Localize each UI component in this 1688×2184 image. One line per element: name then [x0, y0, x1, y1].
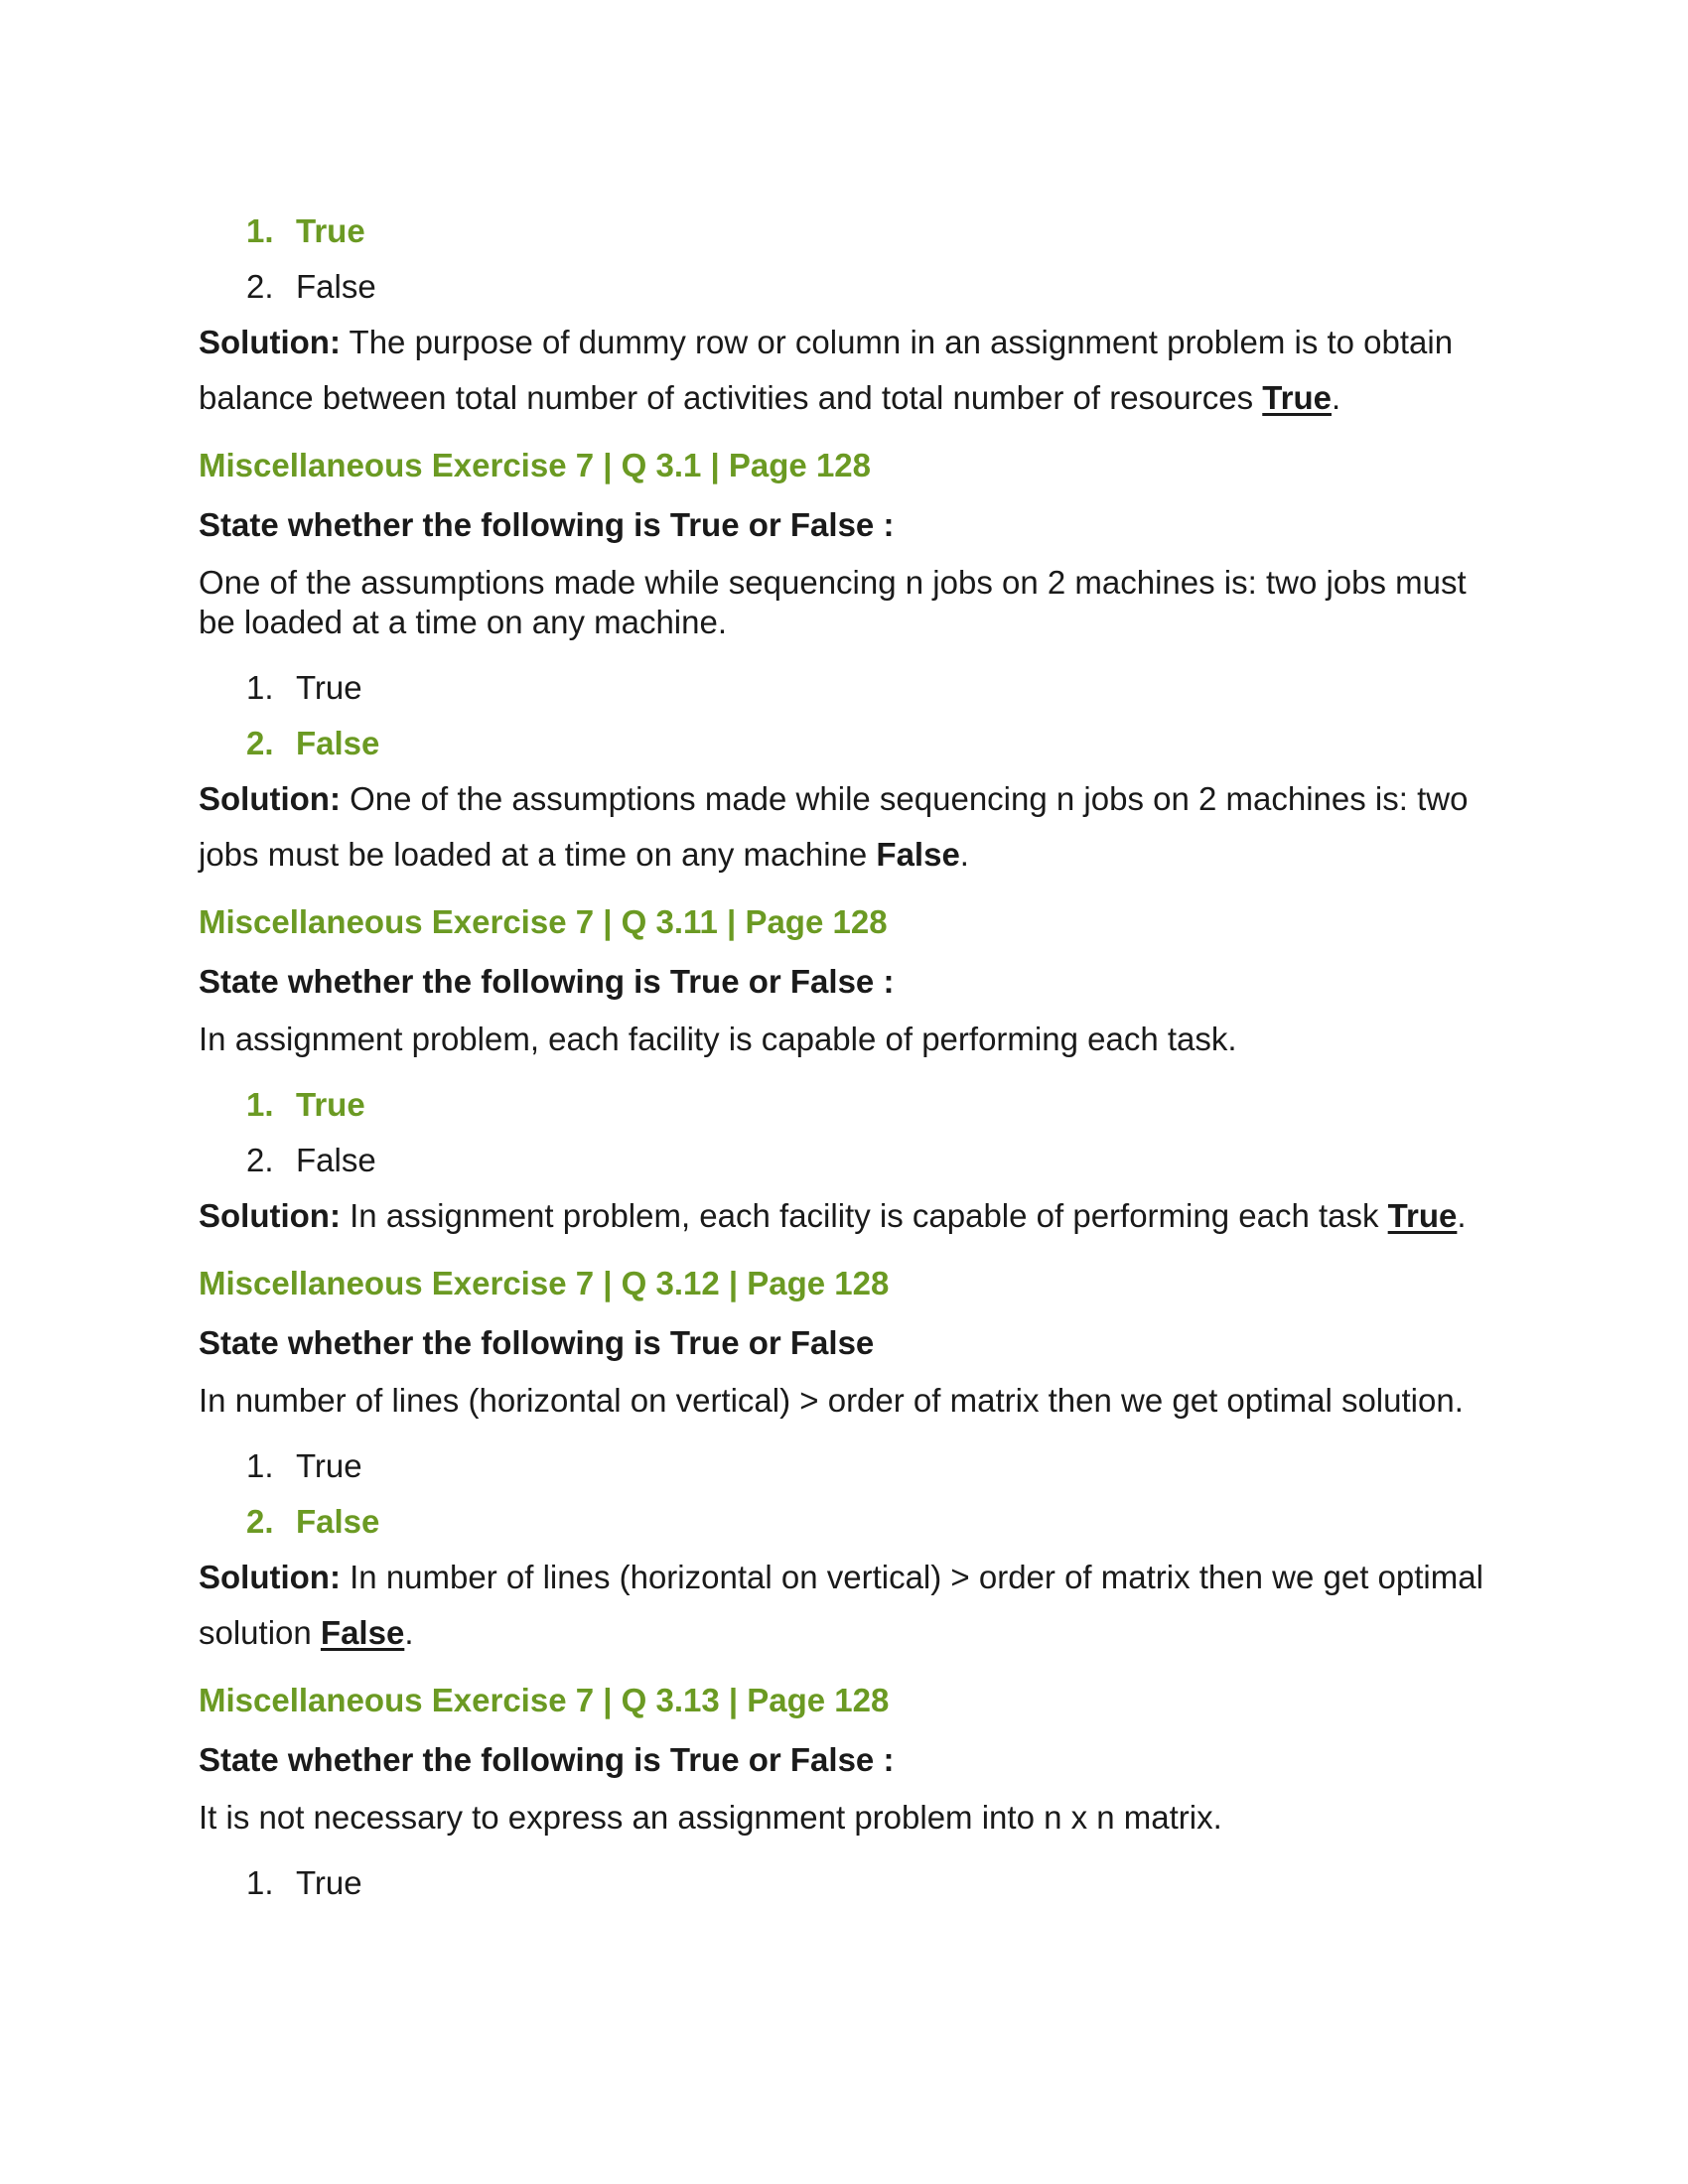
solution-text	[199, 771, 1489, 883]
option-number: 2.	[246, 268, 274, 305]
solution-label: Solution:	[199, 1559, 341, 1595]
question-statement: State whether the following is True or False :	[199, 506, 895, 543]
option-false-correct	[199, 716, 1489, 771]
solution-text	[199, 1550, 1489, 1661]
question-text: One of the assumptions made while sequencing n jobs on 2 machines is: two jobs must be loaded at a time on any machine.	[199, 564, 1467, 640]
solution-text	[199, 315, 1489, 426]
solution-end: .	[404, 1614, 414, 1651]
option-number: 1.	[246, 212, 274, 249]
solution-end: .	[1457, 1197, 1467, 1234]
option-number: 1.	[246, 669, 274, 706]
option-label: True	[296, 1447, 362, 1484]
option-number: 1.	[246, 1086, 274, 1123]
option-true	[199, 1438, 1489, 1494]
option-label: False	[296, 1142, 376, 1178]
option-label: True	[296, 1086, 365, 1123]
option-true-correct	[199, 204, 1489, 259]
option-label: False	[296, 268, 376, 305]
question-block-prev	[199, 204, 1489, 426]
solution-body: In assignment problem, each facility is capable of performing each task	[340, 1197, 1388, 1234]
option-label: True	[296, 212, 365, 249]
solution-answer: False	[876, 836, 960, 873]
question-text: In assignment problem, each facility is capable of performing each task.	[199, 1021, 1237, 1057]
document-page	[199, 204, 1489, 1911]
option-number: 2.	[246, 1142, 274, 1178]
option-number: 1.	[246, 1864, 274, 1901]
solution-answer: True	[1262, 379, 1332, 416]
question-block-3-13	[199, 1679, 1489, 1911]
option-false-correct	[199, 1494, 1489, 1550]
question-heading[interactable]: Miscellaneous Exercise 7 | Q 3.12 | Page 128	[199, 1265, 890, 1301]
option-true	[199, 1855, 1489, 1911]
question-statement: State whether the following is True or False	[199, 1324, 875, 1361]
option-false	[199, 1133, 1489, 1188]
solution-body: The purpose of dummy row or column in an assignment problem is to obtain balance between total number of activities and total number of resources	[199, 324, 1454, 416]
question-text: In number of lines (horizontal on vertical) > order of matrix then we get optimal solution.	[199, 1382, 1464, 1419]
option-false	[199, 259, 1489, 315]
question-block-3-12	[199, 1262, 1489, 1661]
solution-body: One of the assumptions made while sequencing n jobs on 2 machines is: two jobs must be loaded at a time on any machine	[199, 780, 1469, 873]
solution-label: Solution:	[199, 1197, 341, 1234]
question-heading[interactable]: Miscellaneous Exercise 7 | Q 3.11 | Page 128	[199, 903, 888, 940]
option-label: False	[296, 725, 380, 761]
solution-answer: True	[1387, 1197, 1458, 1234]
question-statement: State whether the following is True or False :	[199, 963, 895, 1000]
option-true-correct	[199, 1077, 1489, 1133]
option-true	[199, 660, 1489, 716]
solution-end: .	[959, 836, 969, 873]
option-number: 2.	[246, 725, 274, 761]
question-heading[interactable]: Miscellaneous Exercise 7 | Q 3.13 | Page 128	[199, 1682, 890, 1718]
solution-end: .	[1331, 379, 1341, 416]
solution-body: In number of lines (horizontal on vertical) > order of matrix then we get optimal solution	[199, 1559, 1483, 1651]
question-heading[interactable]: Miscellaneous Exercise 7 | Q 3.1 | Page 128	[199, 447, 872, 483]
option-label: True	[296, 1864, 362, 1901]
question-text: It is not necessary to express an assignment problem into n x n matrix.	[199, 1799, 1222, 1836]
solution-label: Solution:	[199, 780, 341, 817]
solution-text	[199, 1188, 1489, 1244]
question-block-3-1	[199, 444, 1489, 883]
option-label: True	[296, 669, 362, 706]
option-number: 1.	[246, 1447, 274, 1484]
option-label: False	[296, 1503, 380, 1540]
option-number: 2.	[246, 1503, 274, 1540]
solution-label: Solution:	[199, 324, 341, 360]
solution-answer: False	[320, 1614, 405, 1651]
question-block-3-11	[199, 900, 1489, 1244]
question-statement: State whether the following is True or False :	[199, 1741, 895, 1778]
